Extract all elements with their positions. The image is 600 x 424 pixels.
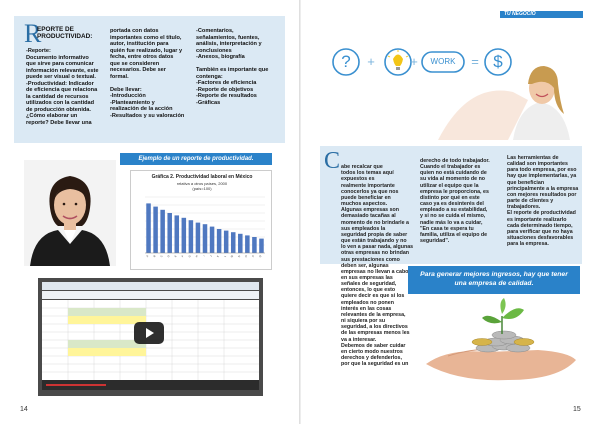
chart-bar xyxy=(203,224,208,253)
chart-bar xyxy=(238,234,243,253)
chart-tick-label: E xyxy=(174,254,178,258)
example-caption: Ejemplo de un reporte de productividad. xyxy=(120,153,272,165)
chart-bar xyxy=(231,232,236,253)
intro-column-3: -Comentarios, señalamientos, fuentes, análisis, interpretación y conclusiones -Anexos, biografía También es importante que contenga: -Factores de eficiencia -Reporte de objetivos -Reporte de resultados -Gráficas xyxy=(196,28,269,106)
chart-bar xyxy=(189,220,194,253)
hand-coins-plant-photo xyxy=(418,294,582,386)
chart-bar xyxy=(217,229,222,253)
spreadsheet-video[interactable] xyxy=(38,278,263,396)
quality-tagline: Para generar mejores ingresos, hay que tener una empresa de calidad. xyxy=(408,266,580,294)
right-column-3: Las herramientas de calidad son importantes para todo empresa, por eso hay que implementarlas, ya que benefician principalmente a la empresa con mejores resultados por parte de clientes y trabajadores. El reporte de productividad es importante realizarlo cada determinado tiempo, para verificar que no haya situaciones desfavorables para la empresa. xyxy=(507,155,579,248)
chart-tick-label: O xyxy=(244,254,249,259)
chart-tick-label: F xyxy=(181,254,185,258)
spread-fold xyxy=(299,0,301,424)
work-label: WORK xyxy=(430,57,456,66)
chart-bar xyxy=(245,235,250,253)
chart-bar xyxy=(259,239,264,253)
intro-column-2: portada con datos importantes como el título, autor, institución para quién fue realizado, lugar y fecha, entre otros datos que se consideren necesarios. Debe ser formal. Debe llevar: -Introducción -Planteamiento y realización de la acción -Resultados y su valoración xyxy=(110,28,185,119)
chart-tick-label: N xyxy=(237,254,242,259)
money-equation-banner xyxy=(318,22,580,140)
chart-tick-label: L xyxy=(223,254,227,258)
productivity-bar-chart xyxy=(135,193,269,267)
chart-bar xyxy=(146,203,151,253)
intro-column-1: -Reporte: Documento informativo que sirve para comunicar información relevante, este puede ser visual o textual. -Productividad: Indicador de eficiencia que relaciona la cantidad de recursos utilizados con la cantidad de producción obtenida. ¿Cómo elaborar un reporte? Debe llevar una xyxy=(26,48,99,126)
chart-bar xyxy=(175,215,180,253)
question-mark: ? xyxy=(341,52,351,71)
chart-tick-label: B xyxy=(152,254,157,258)
page-number-right: 15 xyxy=(573,406,581,413)
chart-bar xyxy=(252,237,257,253)
chart-tick-label: G xyxy=(188,254,192,259)
article-title: EPORTE DE PRODUCTIVIDAD: xyxy=(37,26,93,40)
chart-tick-label: C xyxy=(159,254,164,259)
chart-tick-label: M xyxy=(230,254,235,259)
chart-bar xyxy=(224,231,229,253)
dropcap-c: C xyxy=(324,148,341,174)
chart-subtitle-2: (país=100) xyxy=(192,186,212,191)
chart-tick-label: J xyxy=(209,254,213,258)
plus-sign-1: + xyxy=(367,54,375,69)
chart-tick-label: P xyxy=(251,254,256,258)
dropcap-r: R xyxy=(24,19,42,48)
chart-bar xyxy=(167,213,172,253)
page-number-left: 14 xyxy=(20,406,28,413)
productivity-chart-figure xyxy=(130,170,272,270)
chart-tick-label: H xyxy=(195,254,199,259)
chart-bar xyxy=(182,218,187,253)
play-icon xyxy=(134,322,164,344)
equation-graphics xyxy=(318,22,580,140)
businesswoman-photo xyxy=(24,160,116,266)
play-button[interactable] xyxy=(134,322,164,344)
right-column-1-text: abe recalcar que todos los temas aquí expuestos es realmente importante conocerlos ya que nos puede beneficiar en muchos aspectos. Algunas empresas son demasiado tacañas al momento de no brindarle a sus empleados la seguridad propia de saber que están trabajando y no lo ven a pasar nada, algunas otras empresas no brindan sus prestaciones como deben ser, algunas empresas no llevan a cabo en sus empresas las señales de seguridad, entonces, lo que esto quiere decir es que si los empleados no ponen interés en las cosas relevantes de la empresa, ni siquiera por su seguridad, a los directivos de las empresas menos les va a interesar. Debemos de saber cuidar en cierto modo nuestros derechos y defenderlos, por que la seguridad es un xyxy=(341,164,414,368)
chart-bar xyxy=(210,227,215,253)
chart-tick-label: A xyxy=(145,254,150,258)
right-column-2: derecho de todo trabajador. Cuando el trabajador es quien no está cuidando de su vida al momento de no utilizar el equipo que la empresa le proporciona, es distinto por qué en este caso ya es desinterés del empleado a su estabilidad, y si no se cuida el mismo, nadie más lo va a cuidar, "En casa te espera tu familia, utiliza el equipo de seguridad". xyxy=(420,158,490,245)
chart-title: Gráfica 2. Productividad laboral en México xyxy=(151,174,253,180)
equals-sign: = xyxy=(471,54,479,69)
right-column-1 xyxy=(327,158,415,373)
plus-sign-2: + xyxy=(410,54,418,69)
chart-tick-label: Q xyxy=(258,254,263,259)
chart-bar xyxy=(196,223,201,253)
section-tag xyxy=(500,11,583,18)
section-tag-label: TU NEGOCIO xyxy=(504,11,536,17)
dollar-sign: $ xyxy=(493,52,503,71)
chart-tick-label: D xyxy=(166,254,171,259)
chart-subtitle: relativa a otros países, 2000 xyxy=(176,181,228,186)
chart-bar xyxy=(153,207,158,253)
chart-tick-label: K xyxy=(216,254,220,258)
chart-bar xyxy=(160,210,165,253)
chart-tick-label: I xyxy=(202,254,206,258)
